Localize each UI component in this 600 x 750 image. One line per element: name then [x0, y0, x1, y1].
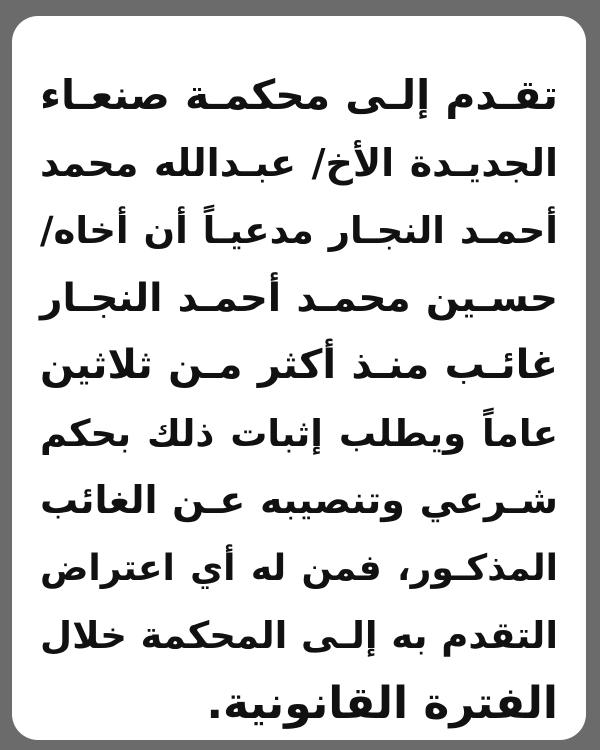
notice-line: عاماً ويطلب إثبات ذلك بحكم: [40, 411, 558, 455]
notice-line: غائـب منـذ أكثر مـن ثلاثين: [40, 342, 558, 388]
notice-line: حسـين محمـد أحمـد النجـار: [40, 275, 558, 321]
notice-line: الفترة القانونية.: [206, 677, 558, 729]
legal-notice-text: [40, 62, 558, 737]
notice-line: الجديـدة الأخ/ عبـدالله محمد: [40, 140, 558, 185]
notice-line: شـرعي وتنصيبه عـن الغائب: [40, 478, 558, 522]
notice-line: المذكـور، فمن له أي اعتراض: [40, 547, 558, 589]
notice-line: أحمـد النجـار مدعيـاً أن أخاه/: [40, 209, 558, 252]
notice-line: التقدم به إلـى المحكمة خلال: [40, 614, 558, 657]
notice-card: [12, 16, 586, 740]
notice-line: تقـدم إلـى محكمـة صنعـاء: [40, 71, 558, 119]
